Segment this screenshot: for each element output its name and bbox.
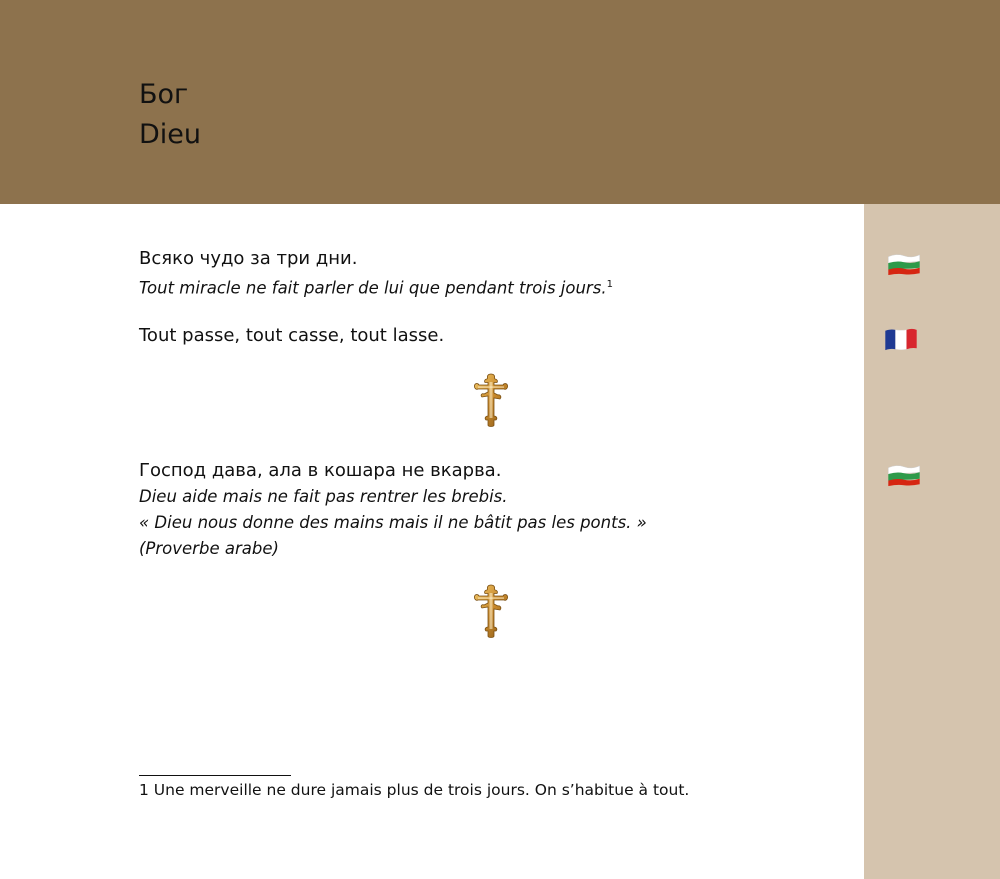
language-sidebar [864, 204, 1000, 879]
orthodox-cross-icon [472, 583, 510, 639]
proverb-1-bulgarian: Всяко чудо за три дни. [139, 248, 358, 269]
orthodox-cross-icon [472, 372, 510, 428]
chapter-title-french: Dieu [139, 119, 202, 150]
france-flag-icon [883, 328, 919, 352]
proverb-3-french-quote: « Dieu nous donne des mains mais il ne bâtit pas les ponts. » [139, 513, 647, 532]
proverb-2-french: Tout passe, tout casse, tout lasse. [139, 325, 445, 346]
proverb-1-french-translation: Tout miracle ne fait parler de lui que pendant trois jours.$^1$ [139, 278, 613, 298]
bulgaria-flag-icon [886, 253, 922, 277]
footnote: 1 Une merveille ne dure jamais plus de trois jours. On s’habitue à tout. [139, 781, 690, 799]
bulgaria-flag-icon [886, 464, 922, 488]
proverb-3-french-translation: Dieu aide mais ne fait pas rentrer les brebis. [139, 487, 508, 506]
proverb-3-bulgarian: Господ дава, ала в кошара не вкарва. [139, 460, 502, 481]
footnote-ref[interactable]: 1 [606, 279, 613, 290]
proverb-3-source: (Proverbe arabe) [139, 539, 279, 558]
chapter-title-bulgarian: Бог [139, 79, 189, 110]
footnote-divider [139, 775, 291, 776]
